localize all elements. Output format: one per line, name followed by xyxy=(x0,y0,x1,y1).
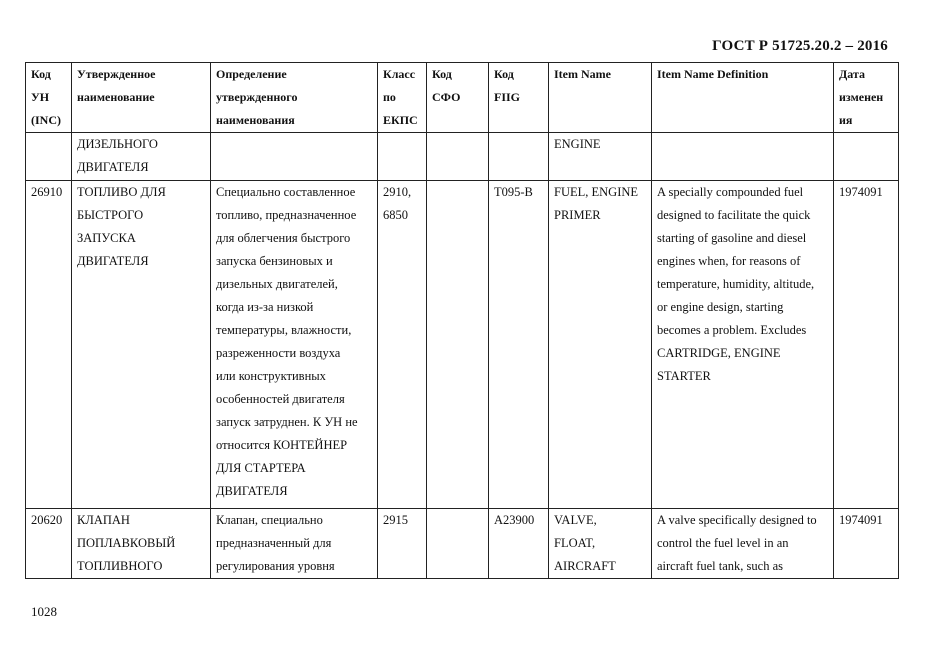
cell-fiig-code xyxy=(489,133,549,181)
table-row xyxy=(26,133,899,181)
cell-sfo-code xyxy=(427,133,489,181)
cell-approved-name: ДИЗЕЛЬНОГО ДВИГАТЕЛЯ xyxy=(72,133,211,181)
header-code-un: Код УН (INC) xyxy=(26,63,72,133)
cell-ekps-class: 2915 xyxy=(378,509,427,579)
cell-item-name: ENGINE xyxy=(549,133,652,181)
table-header-row xyxy=(26,63,899,133)
document-standard-id: ГОСТ Р 51725.20.2 – 2016 xyxy=(712,38,888,54)
cell-change-date: 1974091 xyxy=(834,181,899,509)
header-fiig-code: Код FIIG xyxy=(489,63,549,133)
header-sfo-code: Код СФО xyxy=(427,63,489,133)
header-change-date: Дата изменен ия xyxy=(834,63,899,133)
cell-approved-name: КЛАПАН ПОПЛАВКОВЫЙ ТОПЛИВНОГО xyxy=(72,509,211,579)
cell-item-name: FUEL, ENGINE PRIMER xyxy=(549,181,652,509)
cell-sfo-code xyxy=(427,509,489,579)
table-row xyxy=(26,509,899,579)
page-number: 1028 xyxy=(31,604,57,619)
cell-fiig-code: A23900 xyxy=(489,509,549,579)
cell-definition xyxy=(211,133,378,181)
cell-definition: Специально составленное топливо, предназначенное для облегчения быстрого запуска бензиновых и дизельных двигателей, когда из-за низкой температуры, влажности, разреженности воздуха или конструктивных особенностей двигателя запуск затруднен. К УН не относится КОНТЕЙНЕР ДЛЯ СТАРТЕРА ДВИГАТЕЛЯ xyxy=(211,181,378,509)
cell-code-un: 26910 xyxy=(26,181,72,509)
cell-change-date xyxy=(834,133,899,181)
cell-change-date: 1974091 xyxy=(834,509,899,579)
cell-item-name-definition xyxy=(652,133,834,181)
table-row xyxy=(26,181,899,509)
cell-item-name-definition: A specially compounded fuel designed to facilitate the quick starting of gasoline and diesel engines when, for reasons of temperature, humidity, altitude, or engine design, starting becomes a problem. Excludes CARTRIDGE, ENGINE STARTER xyxy=(652,181,834,509)
cell-sfo-code xyxy=(427,181,489,509)
cell-code-un xyxy=(26,133,72,181)
header-definition: Определение утвержденного наименования xyxy=(211,63,378,133)
header-item-name-definition: Item Name Definition xyxy=(652,63,834,133)
cell-ekps-class xyxy=(378,133,427,181)
cell-item-name-definition: A valve specifically designed to control the fuel level in an aircraft fuel tank, such as xyxy=(652,509,834,579)
header-ekps-class: Класс по ЕКПС xyxy=(378,63,427,133)
cell-fiig-code: T095-B xyxy=(489,181,549,509)
cell-definition: Клапан, специально предназначенный для регулирования уровня xyxy=(211,509,378,579)
header-approved-name: Утвержденное наименование xyxy=(72,63,211,133)
header-item-name: Item Name xyxy=(549,63,652,133)
cell-code-un: 20620 xyxy=(26,509,72,579)
cell-item-name: VALVE, FLOAT, AIRCRAFT xyxy=(549,509,652,579)
cell-approved-name: ТОПЛИВО ДЛЯ БЫСТРОГО ЗАПУСКА ДВИГАТЕЛЯ xyxy=(72,181,211,509)
cell-ekps-class: 2910, 6850 xyxy=(378,181,427,509)
item-name-registry-table xyxy=(25,62,899,579)
